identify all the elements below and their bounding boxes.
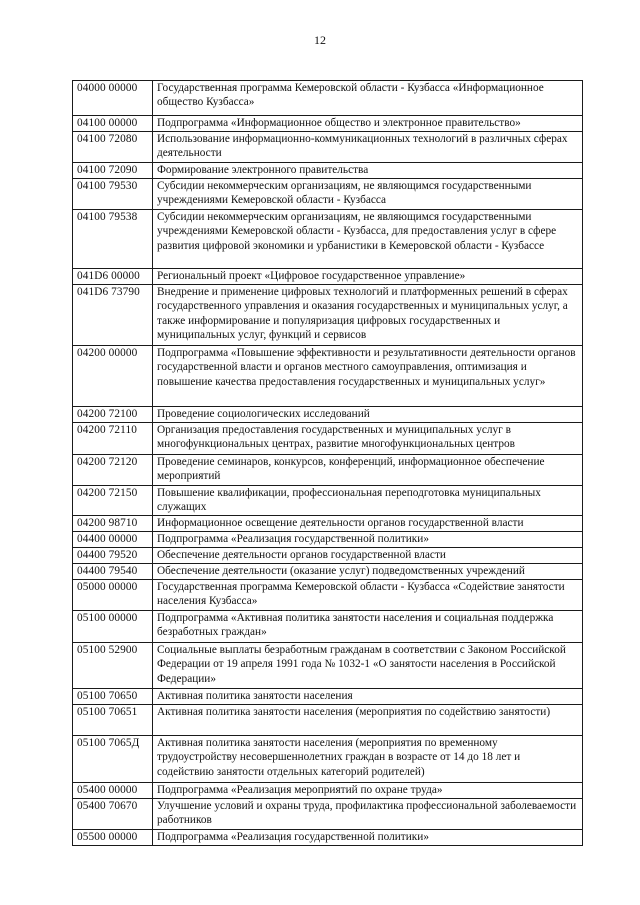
row-code: 04400 79540	[73, 564, 153, 580]
row-code: 04100 72090	[73, 163, 153, 179]
row-code: 04200 72110	[73, 423, 153, 455]
table-row	[73, 423, 583, 455]
row-code: 04100 79530	[73, 179, 153, 210]
row-description: Подпрограмма «Реализация государственной политики»	[153, 830, 583, 846]
table-row	[73, 736, 583, 783]
row-code: 05100 52900	[73, 643, 153, 689]
table-row	[73, 407, 583, 423]
table-row	[73, 455, 583, 486]
table-row	[73, 611, 583, 643]
row-code: 05400 70670	[73, 799, 153, 830]
row-description: Региональный проект «Цифровое государственное управление»	[153, 269, 583, 285]
row-description: Подпрограмма «Информационное общество и электронное правительство»	[153, 116, 583, 132]
row-description: Подпрограмма «Повышение эффективности и результативности деятельности органов государственной власти и органов местного самоуправления, оптимизация и повышение качества предоставления государственных и муниципальных услуг»	[153, 346, 583, 407]
table-row	[73, 643, 583, 689]
table-row	[73, 705, 583, 736]
table-row	[73, 799, 583, 830]
row-description: Субсидии некоммерческим организациям, не являющимся государственными учреждениями Кемеровской области - Кузбасса	[153, 179, 583, 210]
row-code: 04400 00000	[73, 532, 153, 548]
row-code: 04200 72120	[73, 455, 153, 486]
table-row	[73, 132, 583, 163]
row-description: Организация предоставления государственных и муниципальных услуг в многофункциональных центрах, развитие многофункциональных центров	[153, 423, 583, 455]
row-description: Внедрение и применение цифровых технологий и платформенных решений в сферах государственного управления и оказания государственных и муниципальных услуг, а также информирование и популяризация цифровых государственных и муниципальных услуг, функций и сервисов	[153, 285, 583, 346]
row-code: 05500 00000	[73, 830, 153, 846]
row-code: 04200 00000	[73, 346, 153, 407]
table-row	[73, 346, 583, 407]
row-code: 05000 00000	[73, 580, 153, 611]
row-description: Информационное освещение деятельности органов государственной власти	[153, 516, 583, 532]
row-description: Активная политика занятости населения	[153, 689, 583, 705]
row-code: 04200 72150	[73, 486, 153, 516]
row-description: Улучшение условий и охраны труда, профилактика профессиональной заболеваемости работников	[153, 799, 583, 830]
page-number: 12	[314, 33, 326, 47]
row-description: Формирование электронного правительства	[153, 163, 583, 179]
row-description: Государственная программа Кемеровской области - Кузбасса «Информационное общество Кузбасса»	[153, 81, 583, 116]
table-row	[73, 548, 583, 564]
table-row	[73, 210, 583, 269]
row-code: 04100 79538	[73, 210, 153, 269]
row-description: Подпрограмма «Реализация мероприятий по охране труда»	[153, 783, 583, 799]
row-code: 04200 72100	[73, 407, 153, 423]
row-description: Государственная программа Кемеровской области - Кузбасса «Содействие занятости населения Кузбасса»	[153, 580, 583, 611]
row-description: Подпрограмма «Реализация государственной политики»	[153, 532, 583, 548]
row-code: 04400 79520	[73, 548, 153, 564]
budget-classification-table	[72, 80, 583, 846]
table-row	[73, 486, 583, 516]
table-row	[73, 116, 583, 132]
table-row	[73, 689, 583, 705]
table-row	[73, 285, 583, 346]
table-row	[73, 179, 583, 210]
row-description: Подпрограмма «Активная политика занятости населения и социальная поддержка безработных граждан»	[153, 611, 583, 643]
row-description: Обеспечение деятельности органов государственной власти	[153, 548, 583, 564]
row-description: Повышение квалификации, профессиональная переподготовка муниципальных служащих	[153, 486, 583, 516]
table-row	[73, 564, 583, 580]
table-row	[73, 830, 583, 846]
row-description: Использование информационно-коммуникационных технологий в различных сферах деятельности	[153, 132, 583, 163]
row-code: 041D6 00000	[73, 269, 153, 285]
table-row	[73, 163, 583, 179]
row-description: Проведение семинаров, конкурсов, конференций, информационное обеспечение мероприятий	[153, 455, 583, 486]
row-description: Активная политика занятости населения (мероприятия по временному трудоустройству несовершеннолетних граждан в возрасте от 14 до 18 лет и содействию занятости отдельных категорий родителей)	[153, 736, 583, 783]
row-code: 041D6 73790	[73, 285, 153, 346]
row-code: 04000 00000	[73, 81, 153, 116]
table-row	[73, 532, 583, 548]
row-code: 04200 98710	[73, 516, 153, 532]
row-description: Социальные выплаты безработным гражданам в соответствии с Законом Российской Федерации от 19 апреля 1991 года № 1032-1 «О занятости населения в Российской Федерации»	[153, 643, 583, 689]
row-code: 05400 00000	[73, 783, 153, 799]
row-code: 05100 70651	[73, 705, 153, 736]
table-row	[73, 783, 583, 799]
table-row	[73, 269, 583, 285]
row-code: 05100 00000	[73, 611, 153, 643]
table-body	[73, 81, 583, 846]
row-code: 04100 00000	[73, 116, 153, 132]
row-description: Субсидии некоммерческим организациям, не являющимся государственными учреждениями Кемеровской области - Кузбасса, для предоставления услуг в сфере развития цифровой экономики и урбанистики в Кемеровской области - Кузбассе	[153, 210, 583, 269]
row-code: 05100 7065Д	[73, 736, 153, 783]
row-description: Проведение социологических исследований	[153, 407, 583, 423]
table-row	[73, 580, 583, 611]
row-code: 05100 70650	[73, 689, 153, 705]
row-code: 04100 72080	[73, 132, 153, 163]
table-row	[73, 81, 583, 116]
table-row	[73, 516, 583, 532]
row-description: Обеспечение деятельности (оказание услуг) подведомственных учреждений	[153, 564, 583, 580]
row-description: Активная политика занятости населения (мероприятия по содействию занятости)	[153, 705, 583, 736]
